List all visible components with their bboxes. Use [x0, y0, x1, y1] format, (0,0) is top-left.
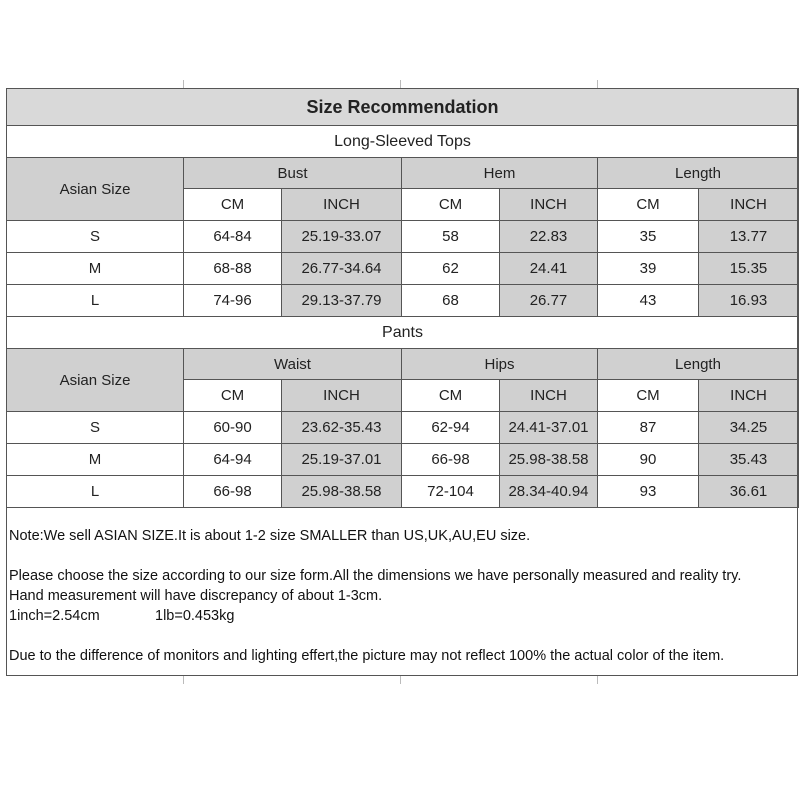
section-pants-title: Pants [7, 317, 799, 349]
value-cell: 36.61 [699, 476, 799, 508]
group-header-hips: Hips [402, 349, 598, 380]
value-cell: 74-96 [184, 285, 282, 317]
guide-tick [597, 676, 598, 684]
value-cell: 15.35 [699, 253, 799, 285]
notes-block [9, 526, 795, 666]
value-cell: 93 [598, 476, 699, 508]
unit-header: CM [402, 189, 500, 221]
group-header-length: Length [598, 158, 799, 189]
unit-header: CM [598, 380, 699, 412]
unit-header: INCH [282, 380, 402, 412]
group-header-bust: Bust [184, 158, 402, 189]
size-cell: L [7, 285, 184, 317]
conversion-inch: 1inch=2.54cm [9, 608, 100, 624]
group-header-waist: Waist [184, 349, 402, 380]
value-cell: 62 [402, 253, 500, 285]
note-hand-measurement: Hand measurement will have discrepancy of about 1-3cm. [9, 588, 383, 604]
value-cell: 43 [598, 285, 699, 317]
guide-tick [183, 80, 184, 88]
guide-tick [183, 676, 184, 684]
value-cell: 68-88 [184, 253, 282, 285]
table-title: Size Recommendation [7, 89, 799, 126]
note-size-form: Please choose the size according to our size form.All the dimensions we have personally measured and reality try. [9, 568, 742, 584]
size-header: Asian Size [7, 349, 184, 412]
group-header-hem: Hem [402, 158, 598, 189]
value-cell: 35.43 [699, 444, 799, 476]
value-cell: 39 [598, 253, 699, 285]
unit-header: CM [402, 380, 500, 412]
value-cell: 34.25 [699, 412, 799, 444]
value-cell: 66-98 [184, 476, 282, 508]
size-cell: M [7, 444, 184, 476]
value-cell: 60-90 [184, 412, 282, 444]
value-cell: 24.41-37.01 [500, 412, 598, 444]
unit-header: CM [184, 189, 282, 221]
value-cell: 25.98-38.58 [500, 444, 598, 476]
value-cell: 58 [402, 221, 500, 253]
value-cell: 13.77 [699, 221, 799, 253]
value-cell: 66-98 [402, 444, 500, 476]
value-cell: 25.98-38.58 [282, 476, 402, 508]
conversion-lb: 1lb=0.453kg [155, 608, 235, 624]
note-conversions [9, 606, 795, 626]
size-header: Asian Size [7, 158, 184, 221]
size-cell: L [7, 476, 184, 508]
value-cell: 25.19-37.01 [282, 444, 402, 476]
value-cell: 72-104 [402, 476, 500, 508]
value-cell: 23.62-35.43 [282, 412, 402, 444]
unit-header: INCH [500, 189, 598, 221]
value-cell: 87 [598, 412, 699, 444]
unit-header: INCH [282, 189, 402, 221]
guide-tick [597, 80, 598, 88]
unit-header: CM [184, 380, 282, 412]
unit-header: CM [598, 189, 699, 221]
guide-tick [400, 676, 401, 684]
group-header-length: Length [598, 349, 799, 380]
value-cell: 25.19-33.07 [282, 221, 402, 253]
note-color-disclaimer: Due to the difference of monitors and lighting effert,the picture may not reflect 100% the actual color of the item. [9, 648, 725, 664]
value-cell: 68 [402, 285, 500, 317]
note-asian-size: Note:We sell ASIAN SIZE.It is about 1-2 size SMALLER than US,UK,AU,EU size. [9, 528, 531, 544]
value-cell: 64-94 [184, 444, 282, 476]
value-cell: 26.77-34.64 [282, 253, 402, 285]
unit-header: INCH [699, 189, 799, 221]
value-cell: 24.41 [500, 253, 598, 285]
section-tops-title: Long-Sleeved Tops [7, 126, 799, 158]
size-cell: M [7, 253, 184, 285]
unit-header: INCH [699, 380, 799, 412]
size-cell: S [7, 221, 184, 253]
value-cell: 28.34-40.94 [500, 476, 598, 508]
value-cell: 90 [598, 444, 699, 476]
value-cell: 22.83 [500, 221, 598, 253]
unit-header: INCH [500, 380, 598, 412]
value-cell: 35 [598, 221, 699, 253]
size-cell: S [7, 412, 184, 444]
guide-tick [400, 80, 401, 88]
value-cell: 64-84 [184, 221, 282, 253]
value-cell: 62-94 [402, 412, 500, 444]
value-cell: 26.77 [500, 285, 598, 317]
value-cell: 16.93 [699, 285, 799, 317]
value-cell: 29.13-37.79 [282, 285, 402, 317]
